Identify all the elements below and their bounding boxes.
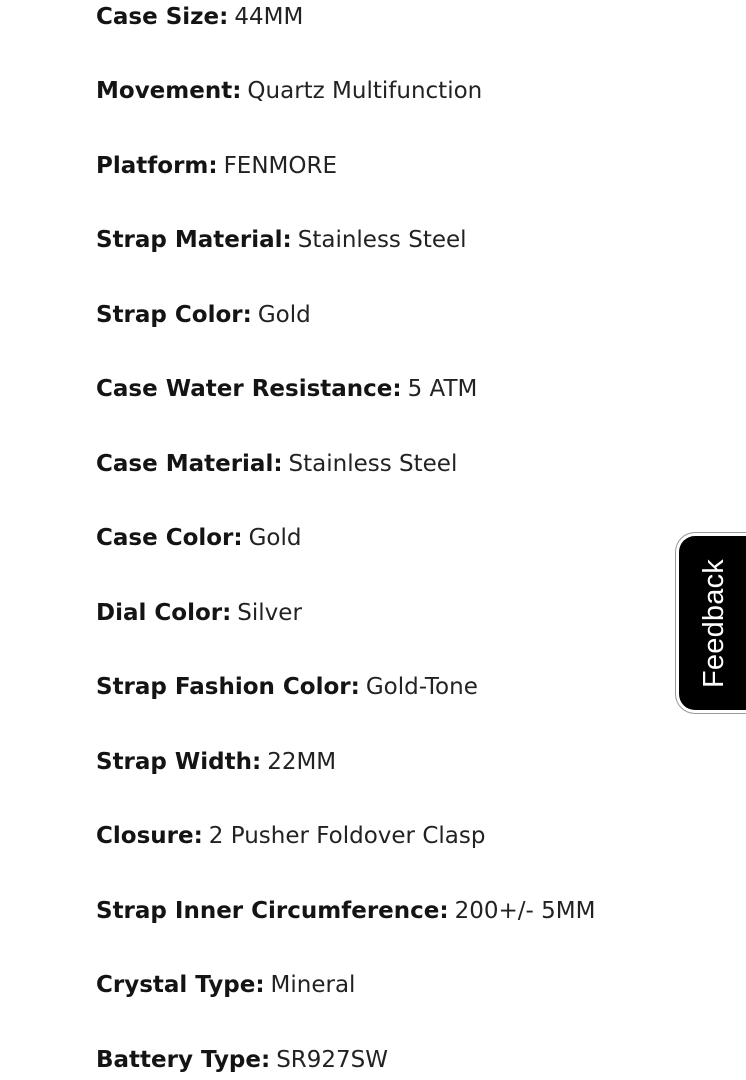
- spec-label: Case Water Resistance:: [96, 376, 402, 402]
- spec-row-strap-material: [96, 225, 467, 255]
- spec-value: Gold: [248, 525, 302, 551]
- spec-row-case-size: [96, 2, 303, 32]
- spec-value: FENMORE: [223, 153, 338, 179]
- spec-row-platform: [96, 151, 337, 181]
- spec-label: Dial Color:: [96, 600, 232, 626]
- spec-label: Platform:: [96, 153, 218, 179]
- spec-value: Mineral: [270, 972, 356, 998]
- spec-label: Case Color:: [96, 525, 243, 551]
- feedback-button[interactable]: [679, 536, 746, 710]
- spec-value: 5 ATM: [407, 376, 478, 402]
- spec-row-strap-fashion-color: [96, 672, 478, 702]
- spec-value: Gold-Tone: [365, 674, 478, 700]
- spec-row-crystal-type: [96, 970, 355, 1000]
- spec-row-strap-inner-circumference: [96, 896, 595, 926]
- spec-row-movement: [96, 76, 482, 106]
- spec-label: Crystal Type:: [96, 972, 265, 998]
- spec-value: 200+/- 5MM: [454, 898, 596, 924]
- spec-row-strap-color: [96, 300, 311, 330]
- spec-label: Case Material:: [96, 451, 283, 477]
- spec-value: Stainless Steel: [288, 451, 458, 477]
- spec-label: Closure:: [96, 823, 203, 849]
- feedback-label: Feedback: [697, 558, 730, 688]
- spec-row-dial-color: [96, 598, 302, 628]
- spec-value: 44MM: [234, 4, 304, 30]
- spec-value: 22MM: [267, 749, 337, 775]
- spec-label: Strap Inner Circumference:: [96, 898, 449, 924]
- spec-label: Case Size:: [96, 4, 229, 30]
- spec-label: Movement:: [96, 78, 242, 104]
- spec-row-strap-width: [96, 747, 336, 777]
- spec-value: 2 Pusher Foldover Clasp: [208, 823, 486, 849]
- spec-label: Strap Material:: [96, 227, 292, 253]
- spec-value: Silver: [237, 600, 302, 626]
- spec-row-case-material: [96, 449, 457, 479]
- spec-value: Quartz Multifunction: [247, 78, 483, 104]
- spec-label: Strap Fashion Color:: [96, 674, 360, 700]
- spec-value: SR927SW: [276, 1047, 389, 1073]
- spec-row-battery-type: [96, 1045, 388, 1075]
- spec-label: Battery Type:: [96, 1047, 271, 1073]
- spec-row-case-water-resistance: [96, 374, 477, 404]
- spec-value: Stainless Steel: [297, 227, 467, 253]
- spec-row-case-color: [96, 523, 302, 553]
- spec-row-closure: [96, 821, 485, 851]
- spec-label: Strap Width:: [96, 749, 262, 775]
- spec-label: Strap Color:: [96, 302, 252, 328]
- spec-value: Gold: [257, 302, 311, 328]
